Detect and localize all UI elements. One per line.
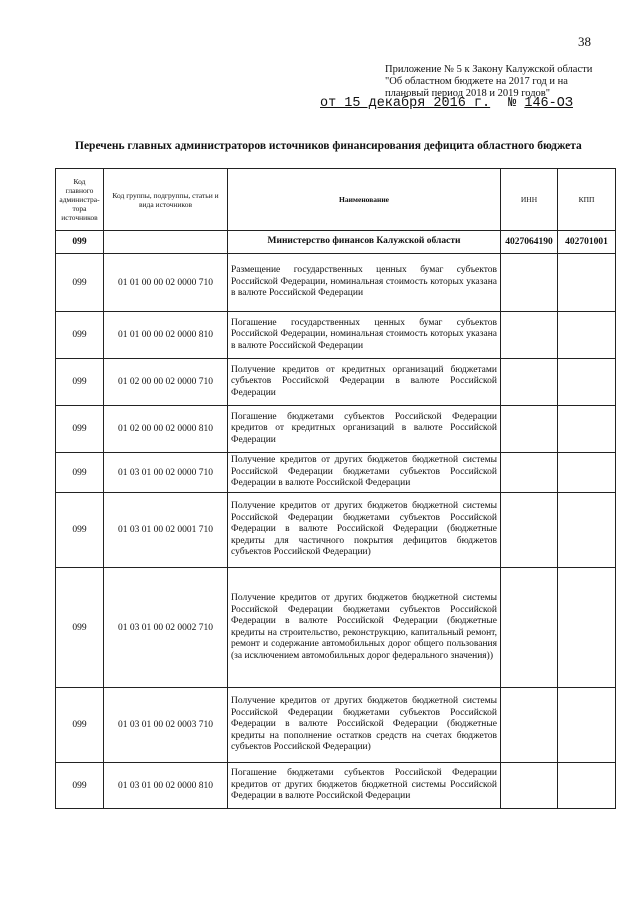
group-code-cell: 01 01 00 00 02 0000 810 xyxy=(104,312,228,359)
decree-line xyxy=(320,96,573,111)
inn-cell xyxy=(501,359,558,406)
group-code-cell: 01 01 00 00 02 0000 710 xyxy=(104,254,228,312)
table-row xyxy=(56,763,616,809)
group-code-cell: 01 03 01 00 02 0000 710 xyxy=(104,453,228,493)
kpp-cell xyxy=(558,254,616,312)
kpp-cell xyxy=(558,568,616,688)
group-code-cell: 01 02 00 00 02 0000 710 xyxy=(104,359,228,406)
name-cell: Получение кредитов от других бюджетов бюджетной системы Российской Федерации бюджетами субъектов Российской Федерации в валюте Российской Федерации (бюджетные кредиты для частичного покрытия дефицитов бюджетов субъектов Российской Федерации) xyxy=(228,493,501,568)
appendix-heading: Приложение № 5 к Закону Калужской области "Об областном бюджете на 2017 год и на плановый период 2018 и 2019 годов" xyxy=(385,64,593,99)
admin-code-cell: 099 xyxy=(56,312,104,359)
document-title: Перечень главных администраторов источников финансирования дефицита областного бюджета xyxy=(75,140,582,152)
group-code-cell: 01 03 01 00 02 0000 810 xyxy=(104,763,228,809)
name-cell: Получение кредитов от других бюджетов бюджетной системы Российской Федерации бюджетами субъектов Российской Федерации в валюте Российской Федерации xyxy=(228,453,501,493)
decree-number-label: № xyxy=(508,96,517,111)
table-row xyxy=(56,453,616,493)
kpp-cell xyxy=(558,406,616,453)
inn-cell xyxy=(501,688,558,763)
administrators-table xyxy=(55,168,616,809)
name-cell: Получение кредитов от кредитных организаций бюджетами субъектов Российской Федерации в валюте Российской Федерации xyxy=(228,359,501,406)
admin-code-cell: 099 xyxy=(56,763,104,809)
name-cell: Получение кредитов от других бюджетов бюджетной системы Российской Федерации бюджетами субъектов Российской Федерации в валюте Российской Федерации (бюджетные кредиты на строительство, реконструкцию, капитальный ремонт, ремонт и содержание автомобильных дорог общего пользования (за исключением автомобильных дорог федерального значения)) xyxy=(228,568,501,688)
page-number: 38 xyxy=(578,34,591,49)
table-row xyxy=(56,406,616,453)
kpp-cell xyxy=(558,493,616,568)
table-row xyxy=(56,493,616,568)
kpp-cell xyxy=(558,312,616,359)
kpp-cell xyxy=(558,688,616,763)
admin-code-cell: 099 xyxy=(56,254,104,312)
name-cell: Погашение бюджетами субъектов Российской Федерации кредитов от кредитных организаций в валюте Российской Федерации xyxy=(228,406,501,453)
admin-code-cell: 099 xyxy=(56,406,104,453)
name-cell: Получение кредитов от других бюджетов бюджетной системы Российской Федерации бюджетами субъектов Российской Федерации в валюте Российской Федерации (бюджетные кредиты на пополнение остатков средств на счетах бюджетов субъектов Российской Федерации) xyxy=(228,688,501,763)
header-admin-code: Код главного администра-тора источников xyxy=(56,169,104,231)
group-code-cell: 01 03 01 00 02 0001 710 xyxy=(104,493,228,568)
ministry-kpp: 402701001 xyxy=(558,231,616,254)
kpp-cell xyxy=(558,763,616,809)
admin-code-cell: 099 xyxy=(56,493,104,568)
table-row xyxy=(56,312,616,359)
header-name: Наименование xyxy=(228,169,501,231)
ministry-code: 099 xyxy=(56,231,104,254)
name-cell: Погашение государственных ценных бумаг субъектов Российской Федерации, номинальная стоимость которых указана в валюте Российской Федерации xyxy=(228,312,501,359)
ministry-row xyxy=(56,231,616,254)
table-row xyxy=(56,254,616,312)
table-row xyxy=(56,568,616,688)
header-inn: ИНН xyxy=(501,169,558,231)
header-group-code: Код группы, подгруппы, статьи и вида источников xyxy=(104,169,228,231)
decree-number: 146-ОЗ xyxy=(524,96,573,111)
group-code-cell: 01 03 01 00 02 0002 710 xyxy=(104,568,228,688)
admin-code-cell: 099 xyxy=(56,359,104,406)
admin-code-cell: 099 xyxy=(56,568,104,688)
table-row xyxy=(56,688,616,763)
inn-cell xyxy=(501,453,558,493)
admin-code-cell: 099 xyxy=(56,688,104,763)
group-code-cell: 01 02 00 00 02 0000 810 xyxy=(104,406,228,453)
kpp-cell xyxy=(558,359,616,406)
ministry-name: Министерство финансов Калужской области xyxy=(228,231,501,254)
table-row xyxy=(56,359,616,406)
ministry-inn: 4027064190 xyxy=(501,231,558,254)
inn-cell xyxy=(501,493,558,568)
decree-date: от 15 декабря 2016 г. xyxy=(320,96,491,111)
inn-cell xyxy=(501,763,558,809)
inn-cell xyxy=(501,568,558,688)
admin-code-cell: 099 xyxy=(56,453,104,493)
kpp-cell xyxy=(558,453,616,493)
group-code-cell: 01 03 01 00 02 0003 710 xyxy=(104,688,228,763)
inn-cell xyxy=(501,406,558,453)
name-cell: Размещение государственных ценных бумаг субъектов Российской Федерации, номинальная стоимость которых указана в валюте Российской Федерации xyxy=(228,254,501,312)
header-kpp: КПП xyxy=(558,169,616,231)
table-header-row xyxy=(56,169,616,231)
inn-cell xyxy=(501,254,558,312)
inn-cell xyxy=(501,312,558,359)
name-cell: Погашение бюджетами субъектов Российской Федерации кредитов от других бюджетов бюджетной системы Российской Федерации в валюте Российской Федерации xyxy=(228,763,501,809)
ministry-group-code xyxy=(104,231,228,254)
